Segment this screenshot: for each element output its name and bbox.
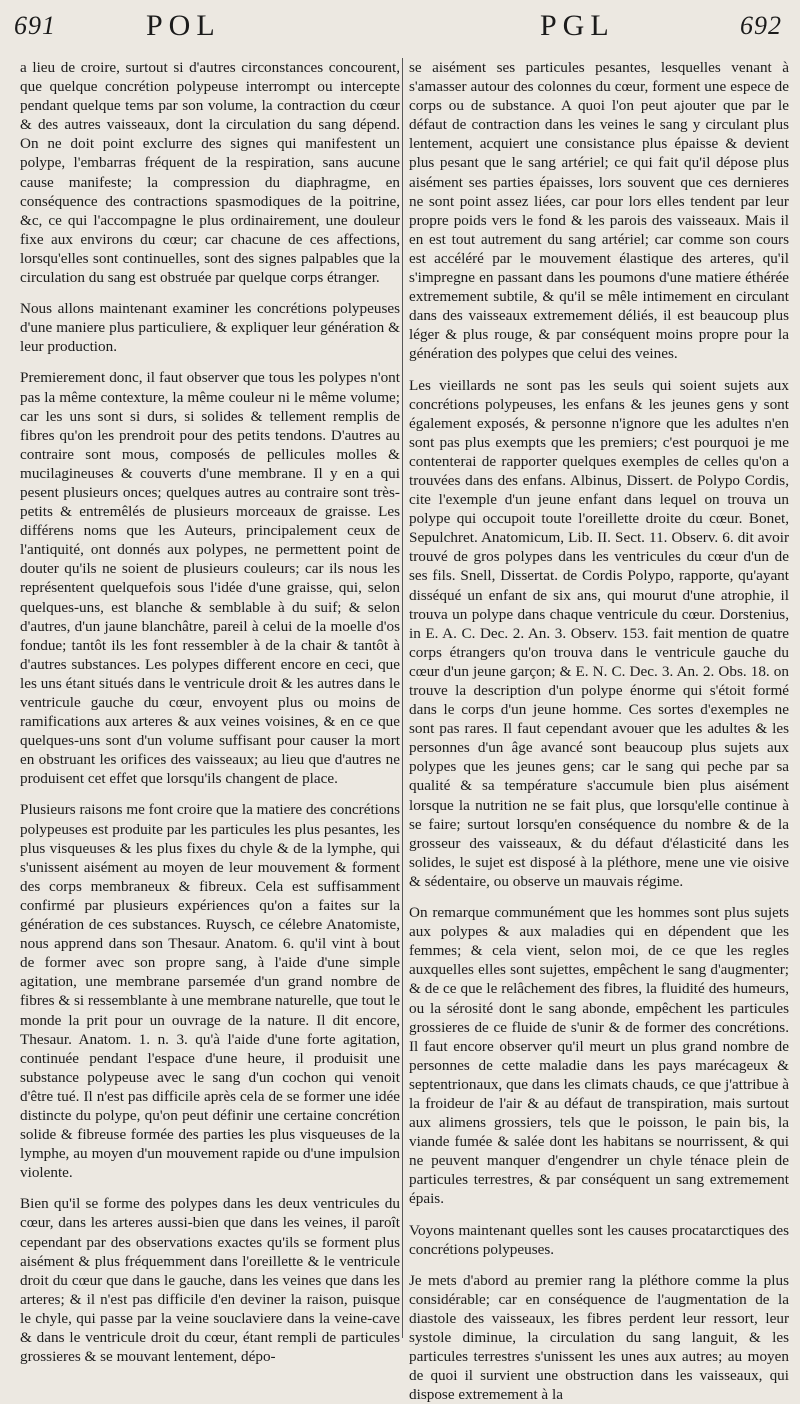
paragraph: Premierement donc, il faut observer que tous les polypes n'ont pas la même contexture, la même couleur ni le même volume; car les uns sont si durs, si solides & tellement remplis de fibres qu'on les prendroit pour des petits tendons. D'autres au contraire sont mous, composés de pellicules molles & mucilagineuses & couverts d'une membrane. Il y en a qui pesent plusieurs onces; quelques autres au contraire sont très-petits & entremêlés de plusieurs morceaux de graisse. Les différens noms que les Auteurs, principalement ceux de l'antiquité, ont donnés aux polypes, ne permettent point de douter qu'ils ne soient de plusieurs couleurs; car ils nous les représentent quelquefois sous l'idée d'une graisse, qui, selon quelques-uns, est blanche & semblable à du suif; & selon d'autres, d'un jaune blanchâtre, pareil à celui de la moelle d'os fondue; tantôt ils les font ressembler à de la chair & tantôt à d'autres substances. Les polypes different encore en ceci, que les uns étant situés dans le ventricule droit & les autres dans le ventricule gauche du cœur, envoyent plus ou moins de ramifications aux arteres & aux veines voisines, & en ce que quelques-uns sont d'un volume suffisant pour causer la mort en obstruant les orifices des vaisseaux; au lieu que d'autres ne produisent cet effet que lorsqu'ils changent de place. [20, 369, 400, 788]
paragraph: On remarque communément que les hommes sont plus sujets aux polypes & aux maladies qui en dépendent que les femmes; & cela vient, selon moi, de ce que les regles auxquelles elles sont sujettes, empêchent le sang d'augmenter; & de ce que le relâchement des fibres, la fluidité des humeurs, ou la sérosité dont le sang abonde, empêchent les particules grossieres de ce fluide de s'unir & de former des concrétions. Il faut encore observer qu'il meurt un plus grand nombre de personnes de cette maladie dans les pays marécageux & septentrionaux, que dans les climats chauds, ce que j'attribue à la froideur de l'air & au défaut de transpiration, mais surtout aux alimens grossiers, tels que le poisson, le pain bis, la viande fumée & salée dont les habitans se nourrissent, & qui ne peuvent manquer d'engendrer un chyle ténace plein de particules terrestres, & par conséquent un sang extremement épais. [409, 904, 789, 1208]
left-text-column [20, 58, 400, 1366]
paragraph: Je mets d'abord au premier rang la pléthore comme la plus considérable; car en conséquence de l'augmentation de la diastole des vaisseaux, les fibres perdent leur ressort, leur systole diminue, la circulation du sang languit, & les particules terrestres s'unissent les unes aux autres; au moyen de quoi il survient une obstruction dans les vaisseaux, qui dispose extremement à la [409, 1271, 789, 1404]
running-headword-left: POL [146, 9, 221, 42]
right-text-column [409, 58, 789, 1404]
column-divider [402, 58, 403, 1338]
paragraph: Plusieurs raisons me font croire que la matiere des concrétions polypeuses est produite par les particules les plus pesantes, les plus visqueuses & les plus fixes du chyle & de la lymphe, qui s'unissent aisément au moyen de leur mouvement & forment des corps membraneux & fibreux. Cela est suffisamment confirmé par plusieurs expériences qu'on a faites sur la génération de ces substances. Ruysch, ce célebre Anatomiste, nous apprend dans son Thesaur. Anatom. 6. qu'il vint à bout de former avec son propre sang, à l'aide d'une simple agitation, une membrane parsemée d'un grand nombre de fibres & si ressemblante à une membrane naturelle, que tout le monde la prit pour un ouvrage de la nature. Il dit encore, Thesaur. Anatom. 1. n. 3. qu'à l'aide d'une forte agitation, continuée pendant l'espace d'une heure, il produisit une substance polypeuse avec le sang d'un cochon qui venoit d'être tué. Il n'est pas difficile après cela de se former une idée distincte du polype, qu'on peut définir une certaine concrétion solide & fibreuse formée des parties les plus visqueuses de la lymphe, au moyen d'un mouvement rapide ou d'une impulsion violente. [20, 801, 400, 1182]
paragraph: se aisément ses particules pesantes, lesquelles venant à s'amasser autour des colonnes du cœur, forment une espece de corps ou de substance. A quoi l'on peut ajouter que par le défaut de contraction dans les veines le sang y circulant plus lentement, acquiert une consistance plus épaisse & devient plus pesant que le sang artériel; ce qui fait qu'il dépose plus aisément ses parties épaisses, lors souvent que ces dernieres ne sont point assez liées, car pour lors elles tendent par leur propre poids vers le fond & les parois des vaisseaux. Mais il en est tout autrement du sang artériel; car comme son cours est accéléré par le mouvement élastique des arteres, qu'il s'impregne en passant dans les poumons d'une matiere éthérée extremement subtile, & qu'il se mêle intimement en circulant dans des vaisseaux extremement déliés, il est beaucoup plus léger & plus rouge, & par conséquent moins propre pour la génération des polypes que celui des veines. [409, 59, 789, 363]
paragraph: Nous allons maintenant examiner les concrétions polypeuses d'une maniere plus particuliere, & expliquer leur génération & leur production. [20, 300, 400, 356]
running-header [0, 4, 800, 48]
paragraph: Bien qu'il se forme des polypes dans les deux ventricules du cœur, dans les arteres aussi-bien que dans les veines, il paroît cependant par des observations exactes qu'ils se forment plus aisément & plus fréquemment dans l'oreillette & le ventricule droit du cœur que dans le gauche, dans les veines que dans les arteres; & il n'est pas difficile d'en deviner la raison, puisque le chyle, qui passe par la veine souclaviere dans la veine-cave & dans le ventricule droit du cœur, étant rempli de particules grossieres & se mouvant lentement, dépo- [20, 1195, 400, 1366]
paragraph: Voyons maintenant quelles sont les causes procatarctiques des concrétions polypeuses. [409, 1221, 789, 1258]
paragraph: Les vieillards ne sont pas les seuls qui soient sujets aux concrétions polypeuses, les enfans & les jeunes gens y sont également exposés, & personne n'ignore que les adultes n'en sont pas plus exempts que les premiers; c'est pourquoi je me contenterai de rapporter quelques exemples de celles qu'on a trouvées dans des enfans. Albinus, Dissert. de Polypo Cordis, cite l'exemple d'un jeune enfant dans lequel on trouva un polype qui occupoit toute l'oreillette droite du cœur. Bonet, Sepulchret. Anatomicum, Lib. II. Sect. 11. Observ. 6. dit avoir trouvé de gros polypes dans les ventricules du cœur d'un de ses fils. Snell, Dissertat. de Cordis Polypo, rapporte, qu'ayant disséqué un enfant de six ans, qui mourut d'une atrophie, il trouva un polype dans chaque ventricule du cœur. Dorstenius, in E. A. C. Dec. 2. An. 3. Observ. 153. fait mention de quatre corps étrangers qu'on trouva dans le ventricule gauche du cœur d'un jeune garçon; & E. N. C. Dec. 3. An. 2. Obs. 18. on trouve la description d'un polype énorme qui s'étoit formé dans le corps d'un jeune homme. Ces sortes d'exemples ne sont pas rares. Il faut cependant avouer que les adultes & les personnes d'un âge avancé sont beaucoup plus sujets aux polypes que les jeunes gens; car le sang qui peche par sa qualité & sa température s'accumule bien plus aisément lorsque la nutrition ne se fait plus, que lorsqu'elle continue à se faire; surtout lorsqu'en conséquence du nombre & de la grosseur des vaisseaux, & du défaut d'élasticité dans les solides, le sujet est disposé à la pléthore, mene une vie oisive & sédentaire, ou observe un mauvais régime. [409, 376, 789, 890]
running-headword-right: PGL [540, 9, 615, 42]
page-number-left: 691 [14, 11, 56, 40]
page-number-right: 692 [740, 11, 782, 40]
paragraph: a lieu de croire, surtout si d'autres circonstances concourent, que quelque concrétion polypeuse interrompt ou intercepte pendant quelque tems par son volume, la contraction du cœur & des autres vaisseaux, dont la circulation du sang dépend. On ne doit point exclurre des signes qui manifestent un polype, l'embarras fréquent de la respiration, sans aucune cause manifeste; la compression du diaphragme, en conséquence des contractions spasmodiques de la poitrine, &c, ce qui l'accompagne le plus ordinairement, une douleur fixe aux environs du cœur; car chacune de ces affections, lorsqu'elles sont continuelles, sont des signes palpables que la circulation du sang est obstruée par quelque corps étranger. [20, 59, 400, 287]
